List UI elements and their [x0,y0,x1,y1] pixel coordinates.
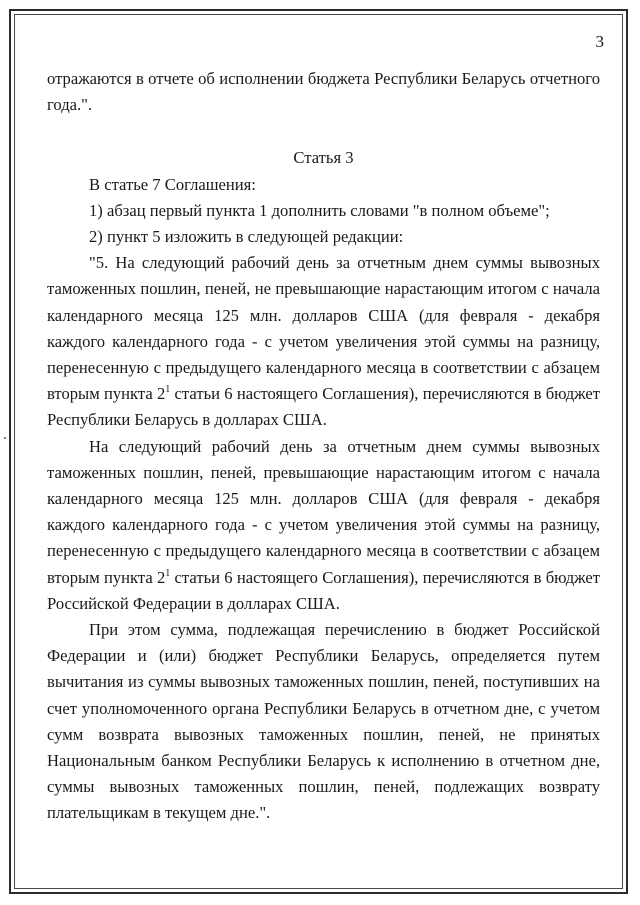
intro-paragraph: отражаются в отчете об исполнении бюджета Республики Беларусь отчетного года.". [47,69,600,115]
paragraph-point-5-russia [47,434,600,617]
paragraph-text: "5. На следующий рабочий день за отчетным днем суммы вывозных таможенных пошлин, пеней, не превышающие нарастающим итогом с начала календарного месяца 125 млн. долларов США (для февраля - декабря каждого календарного года - с учетом увеличения этой суммы на разницу, перенесенную с предыдущего календарного месяца в соответствии с абзацем вторым пункта 2 [47,253,600,404]
paragraph-article-7: В статье 7 Соглашения: [89,174,256,194]
paragraph-text: На следующий рабочий день за отчетным днем суммы вывозных таможенных пошлин, пеней, превышающие нарастающим итогом с начала календарного месяца 125 млн. долларов США (для февраля - декабря каждого календарного года - с учетом увеличения этой суммы на разницу, перенесенную с предыдущего календарного месяца в соответствии с абзацем вторым пункта 2 [47,436,600,587]
superscript-ref: 1 [165,384,171,396]
paragraph-calculation: При этом сумма, подлежащая перечислению в бюджет Российской Федерации и (или) бюджет Республики Беларусь, определяется путем вычитания из суммы вывозных таможенных пошлин, пеней, поступивших на счет уполномоченного органа Республики Беларусь в отчетном дне, с учетом сумм возврата вывозных таможенных пошлин, пеней, не принятых Национальным банком Республики Беларусь к исполнению в отчетном дне, суммы вывозных таможенных пошлин, пеней, подлежащих возврату плательщикам в текущем дне.". [47,620,600,823]
scan-speck [4,437,6,439]
document-body [47,66,600,827]
paragraph-item-2: 2) пункт 5 изложить в следующей редакции: [89,227,404,247]
paragraph-point-5-belarus [47,250,600,433]
paragraph-item-1: 1) абзац первый пункта 1 дополнить словами "в полном объеме"; [89,200,550,220]
page-number: 3 [595,32,604,51]
superscript-ref: 1 [165,567,171,579]
paragraph-text: статьи 6 настоящего Соглашения), перечисляются в бюджет Республики Беларусь в долларах США. [47,384,601,430]
paragraph-text: статьи 6 настоящего Соглашения), перечисляются в бюджет Российской Федерации в долларах США. [47,567,601,613]
article-heading: Статья 3 [293,148,354,168]
